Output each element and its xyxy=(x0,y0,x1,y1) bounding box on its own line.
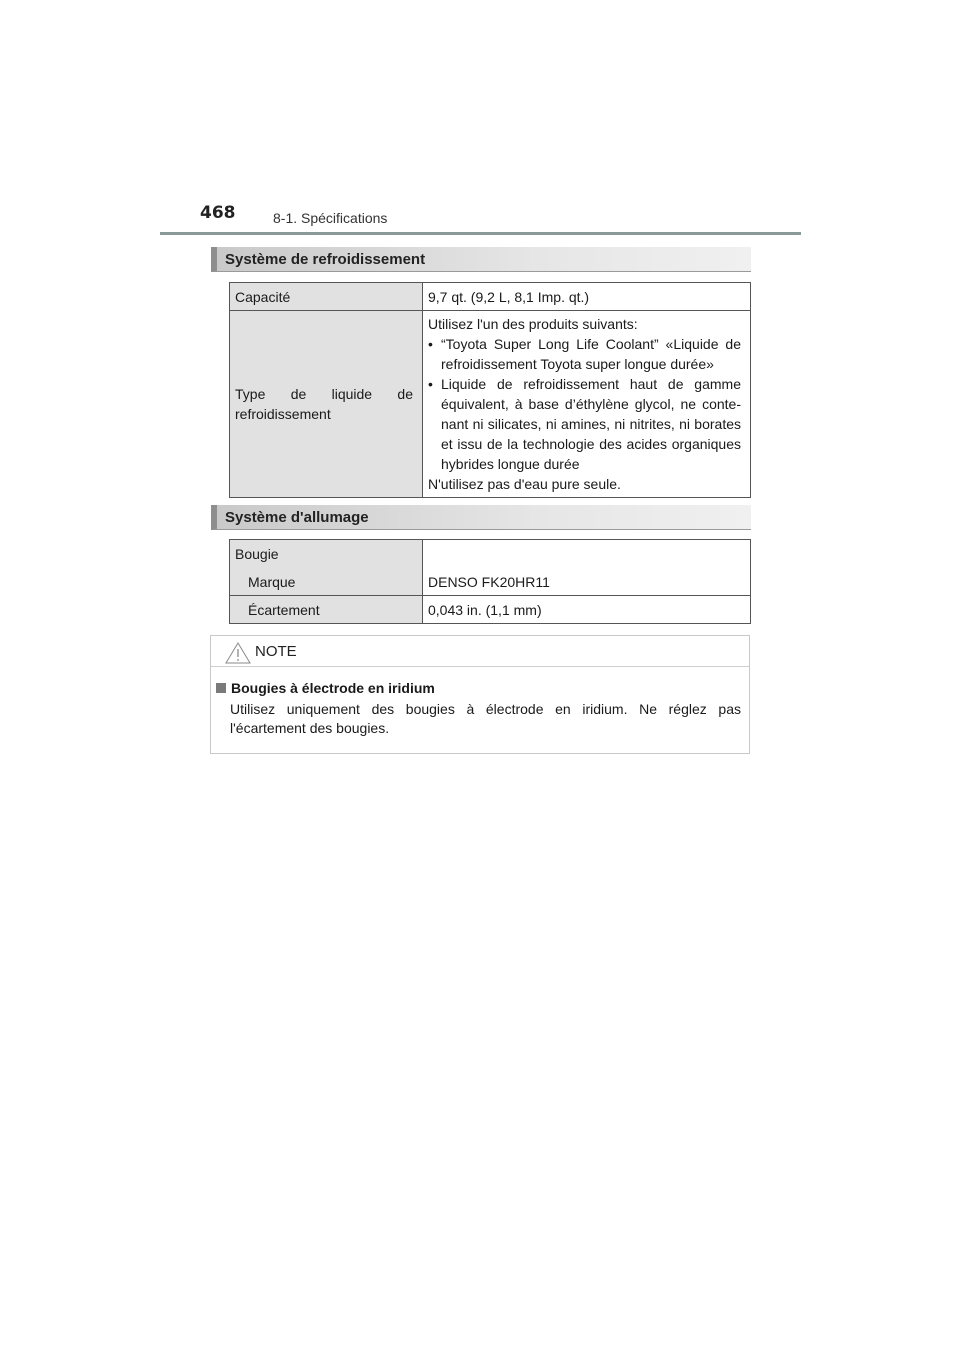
note-box xyxy=(210,635,750,754)
warning-icon xyxy=(225,642,251,664)
header-rule xyxy=(160,232,801,235)
coolant-label-line2: refroidissement xyxy=(235,406,331,422)
coolant-label-line1: Type de liquide de xyxy=(235,386,413,402)
note-title: NOTE xyxy=(255,643,297,660)
table-row xyxy=(230,311,751,498)
cooling-heading-text: Système de refroidissement xyxy=(225,251,426,268)
spark-plug-cell xyxy=(230,540,423,596)
ignition-table xyxy=(229,539,751,624)
coolant-intro: Utilisez l'un des produits suivants: xyxy=(428,316,638,332)
cooling-table xyxy=(229,282,751,498)
cooling-heading xyxy=(211,247,751,272)
coolant-type-label xyxy=(230,311,423,498)
capacity-label: Capacité xyxy=(230,283,423,311)
brand-value: DENSO FK20HR11 xyxy=(423,540,751,596)
gap-label-cell xyxy=(230,596,423,624)
square-bullet-icon xyxy=(216,683,226,693)
note-header xyxy=(211,636,749,667)
ignition-heading xyxy=(211,505,751,530)
note-subheading-text: Bougies à électrode en iridium xyxy=(231,680,435,696)
coolant-type-value xyxy=(423,311,751,498)
table-row xyxy=(230,596,751,624)
table-row xyxy=(230,540,751,596)
gap-label: Écartement xyxy=(248,601,320,618)
ignition-heading-text: Système d'allumage xyxy=(225,509,369,526)
brand-label: Marque xyxy=(248,574,296,590)
capacity-value: 9,7 qt. (9,2 L, 8,1 Imp. qt.) xyxy=(423,283,751,311)
table-row xyxy=(230,283,751,311)
list-item: • Liquide de refroidissement haut de gamme équivalent, à base d’éthylène glycol, ne conte-nant ni silicates, ni amines, ni nitrites, ni borates et issu de la technologie des acides organiques hybrides longue durée xyxy=(428,374,741,474)
list-item: • “Toyota Super Long Life Coolant” «Liquide de refroidissement Toyota super longue durée» xyxy=(428,334,741,374)
page-number: 468 xyxy=(200,203,236,223)
section-title: 8-1. Spécifications xyxy=(273,210,388,226)
coolant-footer: N'utilisez pas d'eau pure seule. xyxy=(428,476,621,492)
spark-plug-label: Bougie xyxy=(235,546,279,562)
note-subheading xyxy=(216,680,435,696)
gap-value: 0,043 in. (1,1 mm) xyxy=(423,596,751,624)
note-body: Utilisez uniquement des bougies à électrode en iridium. Ne réglez pas l'écartement des bougies. xyxy=(230,701,741,736)
